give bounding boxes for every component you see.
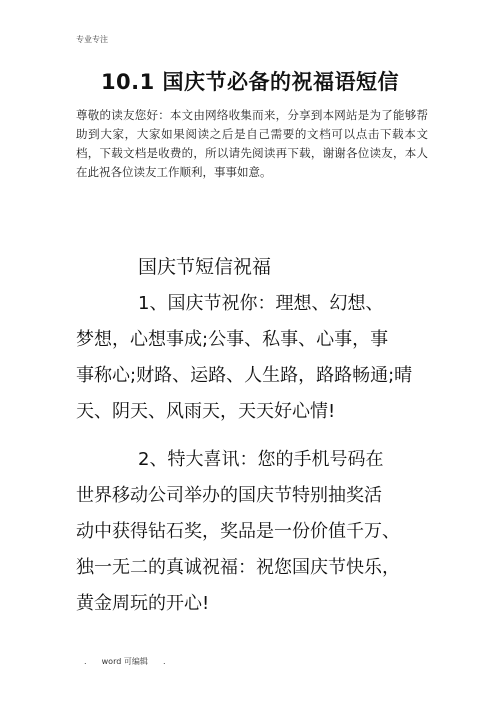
footer xyxy=(84,656,166,667)
blessing-2-line: 独一无二的真诚祝福：祝您国庆节快乐， xyxy=(76,557,400,578)
footer-left-mark: . xyxy=(84,657,87,666)
intro-paragraph: 尊敬的读友您好：本文由网络收集而来，分享到本网站是为了能够帮助到大家，大家如果阅读之后是自己需要的文档可以点击下载本文档，下载文档是收费的，所以请先阅读再下载，谢谢各位读友，本人在此祝各位读友工作顺利，事事如意。 xyxy=(76,108,428,179)
blessing-2 xyxy=(76,442,436,622)
blessing-1-line: 事称心;财路、运路、人生路，路路畅通;晴 xyxy=(76,365,413,386)
section-heading: 国庆节短信祝福 xyxy=(138,256,272,278)
blessing-1-line: 梦想，心想事成;公事、私事、心事，事 xyxy=(76,329,389,350)
footer-label: word 可编辑 xyxy=(101,657,148,666)
blessing-2-line: 动中获得钻石奖，奖品是一份价值千万、 xyxy=(76,521,400,542)
blessing-1-line: 天、阴天、风雨天，天天好心情! xyxy=(76,401,336,422)
blessing-2-line: 黄金周玩的开心! xyxy=(76,593,210,614)
footer-right-mark: . xyxy=(162,657,166,666)
document-title: 10.1 国庆节必备的祝福语短信 xyxy=(100,70,400,94)
blessing-2-line: 世界移动公司举办的国庆节特别抽奖活 xyxy=(76,485,382,506)
header-label: 专业专注 xyxy=(76,35,108,44)
blessing-2-line: 2、特大喜讯：您的手机号码在 xyxy=(138,449,384,470)
blessing-1-line: 1、国庆节祝你：理想、幻想、 xyxy=(138,293,384,314)
blessing-1 xyxy=(76,286,436,430)
